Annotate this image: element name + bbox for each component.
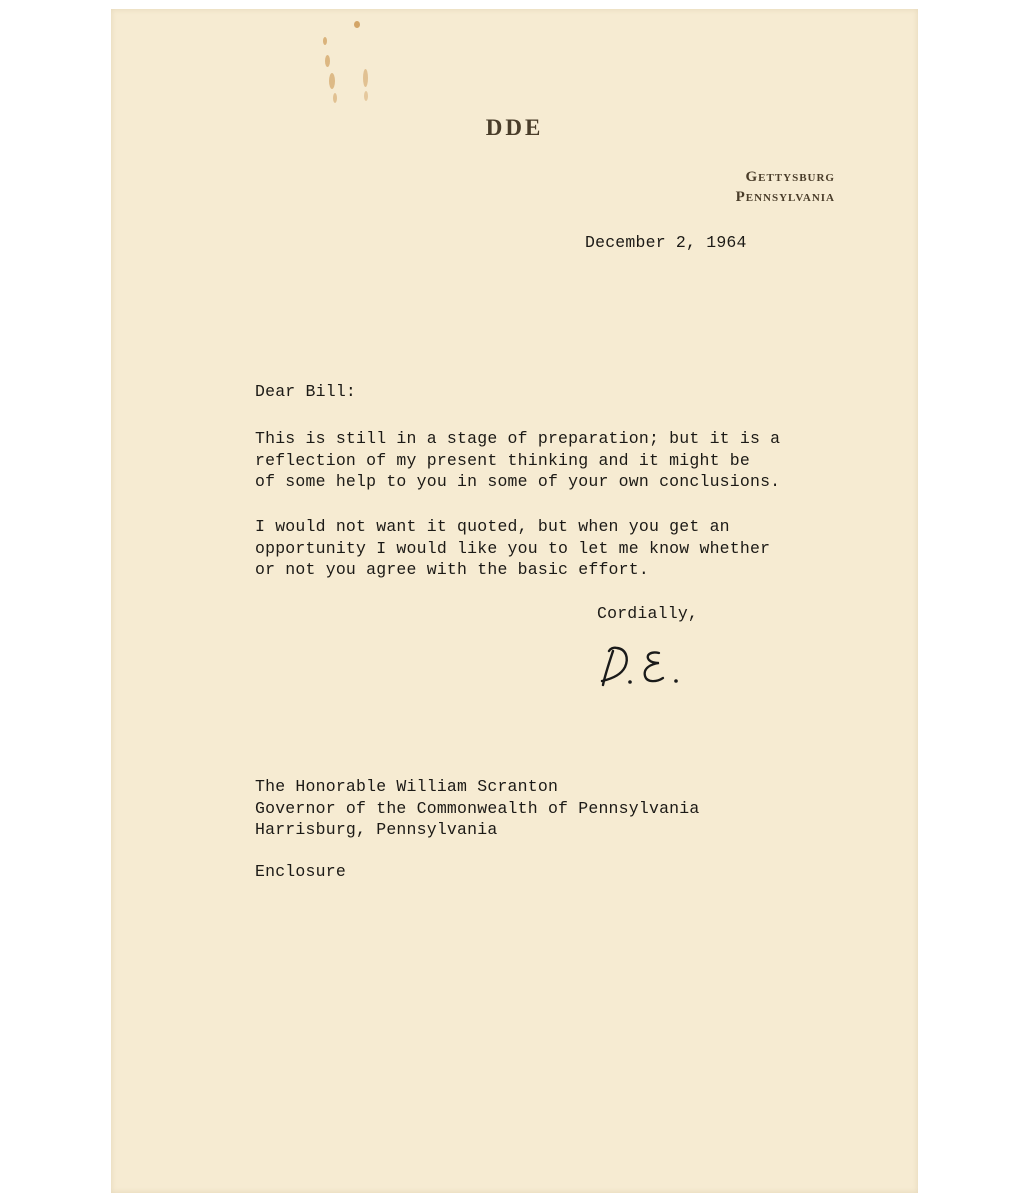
paragraph-1-line: reflection of my present thinking and it might be <box>255 450 750 470</box>
stain-mark <box>333 93 337 103</box>
stain-mark <box>363 69 368 87</box>
stain-mark <box>323 37 327 45</box>
paragraph-1-line: This is still in a stage of preparation; but it is a <box>255 429 781 448</box>
place-line-1: Gettysburg <box>745 169 835 185</box>
paragraph-1 <box>255 428 780 493</box>
paragraph-2 <box>255 516 770 581</box>
closing: Cordially, <box>597 604 699 623</box>
paragraph-2-line: opportunity I would like you to let me know whether <box>255 538 771 558</box>
letter-sheet <box>111 9 918 1193</box>
paragraph-2-line: or not you agree with the basic effort. <box>255 560 649 579</box>
place-line-2: Pennsylvania <box>735 189 835 205</box>
paragraph-1-line: of some help to you in some of your own conclusions. <box>255 472 781 491</box>
stain-mark <box>325 55 330 67</box>
addressee-block <box>255 776 699 841</box>
salutation: Dear Bill: <box>255 382 357 401</box>
paragraph-2-line: I would not want it quoted, but when you get an <box>255 517 730 536</box>
addressee-line: Governor of the Commonwealth of Pennsylvania <box>255 798 700 818</box>
addressee-line: The Honorable William Scranton <box>255 777 559 796</box>
stain-mark <box>354 21 360 28</box>
enclosure-note: Enclosure <box>255 862 346 881</box>
letterhead-monogram: DDE <box>485 115 544 140</box>
stain-mark <box>329 73 335 89</box>
handwritten-signature <box>599 641 699 693</box>
letterhead-place <box>736 167 835 207</box>
letter-date: December 2, 1964 <box>585 233 747 252</box>
addressee-line: Harrisburg, Pennsylvania <box>255 820 498 839</box>
stain-mark <box>364 91 368 101</box>
